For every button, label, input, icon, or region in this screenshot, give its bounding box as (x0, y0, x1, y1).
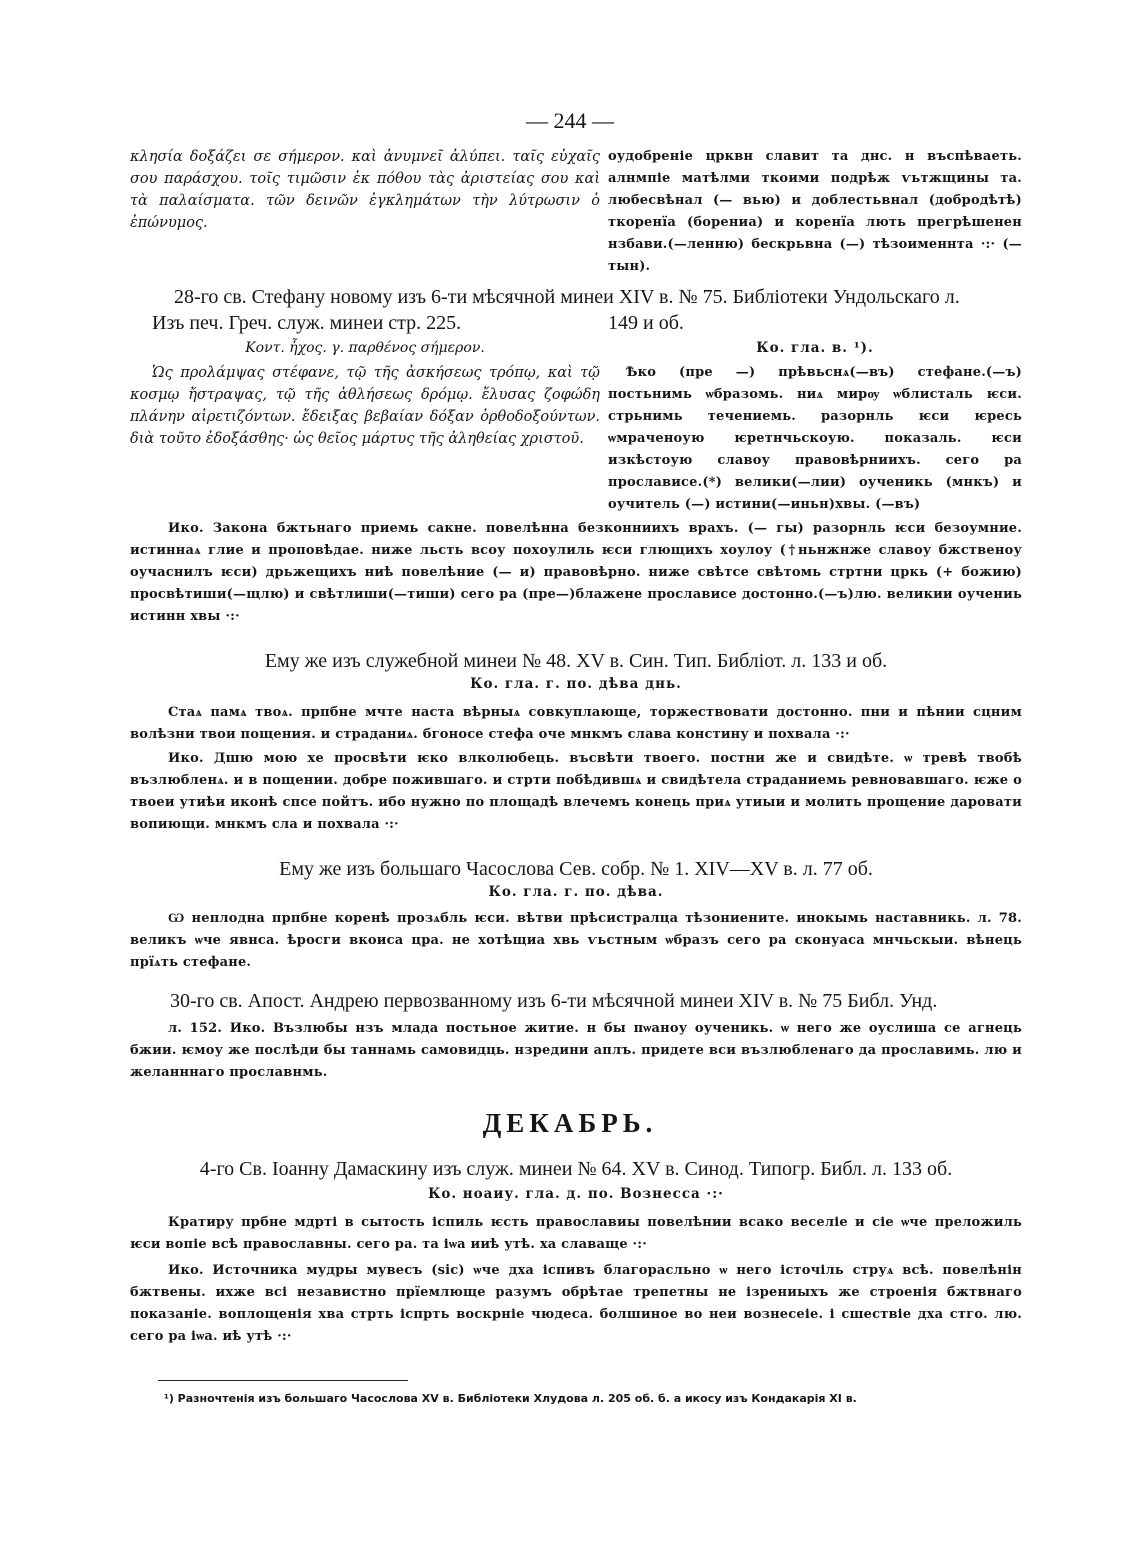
ikos-28-text: Ико. Закона бжтьнаго приемь сакне. повелѣнна безконниихъ врахъ. (— гы) разорнль ѥси безоумние. истиннаѧ глие и проповѣдае. ниже льсть всоу похоулиль ѥси глющихъ хоулоу (†ньнжнже славоу бжственоу оучаснилъ ѥси) дрьжещихъ ниѣ повелѣние (— и) правовѣрно. ниже свѣтсе свѣтомь стртни цркь (+ божию) просвѣтиши(—щлю) и свѣтлиши(—тиши) сего ра (пре—)блаженe прослависе достонно.(—ъ)лю. великии оучениь истинн хвы ·:· (130, 521, 1022, 624)
section-28c-mark: Ко. гла. г. по. дѣва. (488, 884, 664, 900)
section-28b-ikos: Ико. Дшю мою хе просвѣти ѥко влколюбець. въсвѣти твоего. постни же и свидѣте. ѡ тревѣ твобѣ възлюбленѧ. и в пощении. добре пожившаго. и стрти побѣдившѧ и свидѣтела страданиемь ревновавшаго. ѥже о твоеи утиѣи иконѣ спсе пойтъ. ибо нужно по площадѣ влечемъ конець приѧ утиыи и молить прощение даровати вопиющи. мнкмъ сла и похвала ·:· (130, 751, 1022, 832)
greek-kontakion-mark: Κοντ. ἦχος. γ. παρθένος σήμερον. (245, 340, 485, 356)
slavonic-kontakion (608, 340, 1022, 516)
section-28c (130, 856, 1022, 974)
section-30 (130, 988, 1022, 1084)
ikos-28 (130, 518, 1022, 628)
december-4-kontakion: Кратиру прбне мдрті в сытость іспиль ѥсть православиы повелѣнии всако веселіе и сіе ѡче преложиль ѥси вопіе всѣ православны. сего ра. та іѡа ииѣ утѣ. ха славаще ·:· (130, 1215, 1022, 1252)
section-28c-title: Ему же изъ большаго Часослова Сев. собр. № 1. XIV—XV в. л. 77 об. (279, 858, 873, 880)
slavonic-column-top (608, 146, 1022, 278)
footnote: ¹) Разночтенія изъ большаго Часослова XV в. Библіотеки Хлудова л. 205 об. б. а икосу изъ Кондакарія XI в. (164, 1392, 857, 1405)
greek-kontakion (130, 340, 600, 450)
page-number: — 244 — (526, 108, 614, 133)
section-28-header (130, 284, 1022, 336)
section-28b (130, 648, 1022, 836)
greek-kontakion-text: Ὡς προλάμψας στέφανε, τῷ τῆς ἀσκήσεως τρόπῳ, καὶ τῷ κοσμῳ ἤστραψας, τῷ τῆς ἀθλήσεως δρόμῳ. ἔλυσας ζοφώδη πλάνην αἱρετιζόντων. ἔδειξας βεβαίαν δόξαν ὀρθοδοξούντων. διὰ τοῦτο ἐδοξάσθης· ὡς θεῖος μάρτυς τῆς ἀληθείας χριστοῦ. (130, 365, 600, 447)
section-december-4 (130, 1156, 1022, 1348)
section-30-text: л. 152. Ико. Възлюбы нзъ млада постьное житие. н бы пѡаноу оученикь. ѡ него же оуслиша се агнець бжии. ѥмоу же послѣди бы таннамь самовидць. нзредини аплъ. придете вси възлюбленаго да прославимь. лю и желанннаго прославнмь. (130, 1021, 1022, 1080)
greek-column-top (130, 146, 600, 234)
footnote-rule (158, 1380, 408, 1381)
slavonic-paragraph-top: оудобреніе црквн славит та днс. н въспѣваеть. алнмпіе матѣлми ткоими подрѣж ѵьтжщины та. любесвѣнал (— вью) и доблестьвнал (добродѣтѣ) ткоренїа (борениа) и коренїа лють прегрѣшенен нзбави.(—ленню) бескрьвна (—) тѣзоименнтa ·:· (—тын). (608, 149, 1022, 274)
december-4-title: 4-го Св. Іоанну Дамаскину изъ служ. минеи № 64. XV в. Синод. Типогр. Библ. л. 133 об. (199, 1158, 953, 1180)
section-28c-text: Ѡ неплодна прпбне коренѣ прозѧбль ѥси. вѣтви прѣсистралца тѣзониенитe. инокымь наставникь. л. 78. великъ ѡче явнса. ѣросги вкоиса цра. не хотѣщиа хвь ѵьстным ѡбразъ сего ра сконуаса мнчьскыи. вѣнець прїѧть стефане. (130, 911, 1022, 970)
december-4-ikos: Ико. Источника мудры мувесъ (sic) ѡче дха іспивъ благорасльно ѡ него істочіль струѧ всѣ. повелѣнін бжтвены. ихже всі независтно прїемлюще разумъ обрѣтае трепетны не ізрениыхъ же строенія бжтвнаго показаніе. воплощенія хва стрть іспрть воскрніе чюдеса. болшиное во неи вознесеіе. і сшествіе дха стго. лю. сего ра іѡа. иѣ утѣ ·:· (130, 1263, 1022, 1344)
slavonic-kontakion-text: Ѣко (пре —) прѣвьснѧ(—въ) стефане.(—ъ) постьнимь ѡбразомь. ниѧ мирѹ ѡблисталь ѥси. стрьнимь течениемь. разорнль ѥси ѥресь ѡмраченоую ѥретнчьскоую. показаль. ѥси изкѣстоую славоу правовѣрниихъ. сего ра прослависе.(*) велики(—лии) оученикь (мнкъ) и оучитель (—) истини(—иньн)хвы. (—въ) (608, 365, 1022, 512)
leaf-reference: 149 и об. (608, 312, 684, 334)
section-28b-kontakion: Стаѧ памѧ твоѧ. прпбне мчте наста вѣрныѧ совкуплающе, торжествовати достонно. пни и пѣнии сцним волѣзни твои пощения. и страданиѧ. бгоносе стефа оче мнкмъ слава констину и похвала ·:· (130, 705, 1022, 742)
section-30-title: 30-го св. Апост. Андрею первозванному изъ 6-ти мѣсячной минеи XIV в. № 75 Библ. Унд. (170, 990, 938, 1012)
section-28-title: 28-го св. Стефану новому изъ 6-ти мѣсячной минеи XIV в. № 75. Библіотеки Ундольскаго л. (174, 286, 960, 308)
slavonic-kontakion-mark: Ко. гла. в. ¹). (756, 340, 874, 356)
greek-paragraph-top: κλησία δοξάζει σε σήμερον. καὶ ἀνυμνεῖ ἀλύπει. ταῖς εὐχαῖς σου παράσχου. τοῖς τιμῶσιν ἐκ πόθου τὰς ἀριστείας σου καὶ τὰ παλαίσματα. τῶν δεινῶν ἐγκλημάτων τὴν λύτρωσιν ὁ ἐπώνυμος. (130, 149, 600, 231)
section-28b-mark: Ко. гла. г. по. дѣва днь. (470, 676, 682, 692)
december-4-mark: Ко. ноаиу. гла. д. по. Вознесса ·:· (428, 1186, 724, 1202)
section-28b-title: Ему же изъ служебной минеи № 48. XV в. Син. Тип. Библіот. л. 133 и об. (264, 650, 888, 672)
month-heading: ДЕКАБРЬ. (482, 1108, 658, 1138)
greek-source: Изъ печ. Греч. служ. минеи стр. 225. (152, 312, 462, 334)
section-28-subheader (130, 310, 1022, 336)
